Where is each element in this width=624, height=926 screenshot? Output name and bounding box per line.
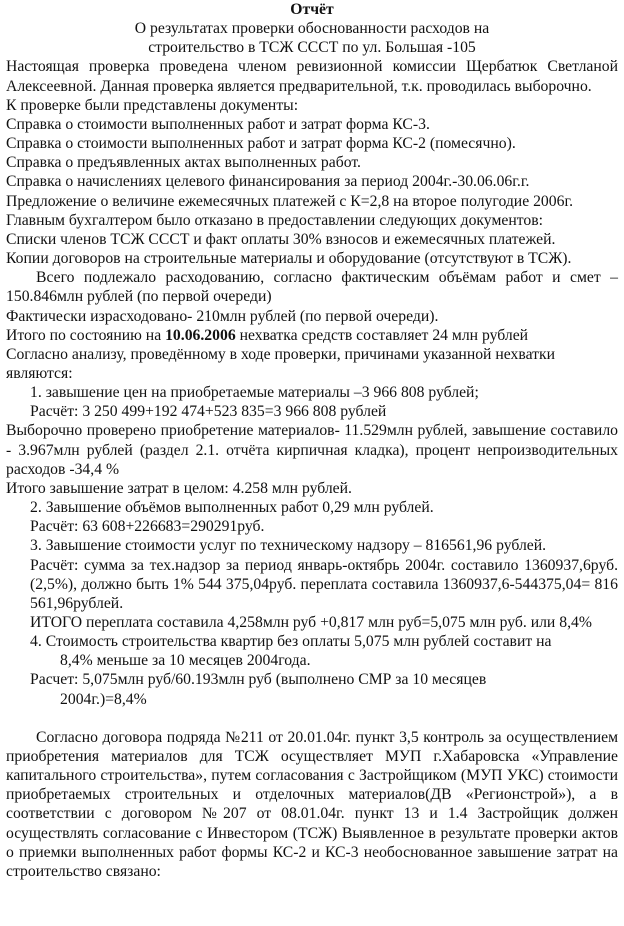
reason-item-1-total: Итого завышение затрат в целом: 4.258 млн рублей.: [6, 479, 352, 497]
document-item: Справка о стоимости выполненных работ и затрат форма КС-3.: [6, 115, 430, 133]
final-paragraph: Согласно договора подряда №211 от 20.01.04г. пункт 3,5 контроль за осуществлением приобретения материалов для ТСЖ осуществляет МУП г.Хабаровска «Управление капитального строительства», путем согласования с Застройщиком (МУП УКС) стоимости приобретаемых строительных и отделочных материалов(ДВ «Регионстрой»), а в соответствии с договором №207 от 08.01.04г. пункт 13 и 1.4 Застройщик должен осуществлять согласование с Инвестором (ТСЖ) Выявленное в результате проверки актов о приемки выполненных работ формы КС-2 и КС-3 необоснованное завышение затрат на строительство связано:: [6, 728, 618, 880]
documents-list: [6, 115, 618, 211]
paragraph-spacer: [6, 709, 618, 728]
reason-item-1-note: Выборочно проверено приобретение материалов- 11.529млн рублей, завышение составило - 3.967млн рублей (раздел 2.1. отчёта кирпичная кладка), процент непроизводительных расходов -34,4 %: [6, 422, 618, 478]
reason-item-3-calc: Расчёт: сумма за тех.надзор за период январь-октябрь 2004г. составило 1360937,6руб.(2,5%), должно быть 1% 544 375,04руб. переплата составила 1360937,6-544375,04= 816 561,96рублей.: [30, 556, 618, 612]
shortfall-date: 10.06.2006: [165, 326, 236, 344]
document-item: Справка о начислениях целевого финансирования за период 2004г.-30.06.06г.г.: [6, 173, 530, 191]
spent-paragraph: Фактически израсходовано- 210млн рублей (по первой очереди).: [6, 307, 439, 325]
reason-item-1-calc: Расчёт: 3 250 499+192 474+523 835=3 966 808 рублей: [30, 403, 387, 421]
page-title: Отчёт: [290, 1, 334, 18]
reason-item-4-calc-line-1: Расчет: 5,075млн руб/60.193млн руб (выполнено СМР за 10 месяцев: [30, 671, 487, 689]
document-item: Справка о стоимости выполненных работ и затрат форма КС-2 (помесячно).: [6, 135, 516, 153]
shortfall-prefix: Итого по состоянию на: [6, 326, 166, 344]
reason-item-4-line-2: 8,4% меньше за 10 месяцев 2004года.: [60, 652, 311, 670]
reason-item-3-total: ИТОГО переплата составила 4,258млн руб +0,817 млн руб=5,075 млн руб. или 8,4%: [30, 614, 592, 631]
refused-item: Копии договоров на строительные материалы и оборудование (отсутствуют в ТСЖ).: [6, 250, 572, 268]
refused-header: Главным бухгалтером было отказано в предоставлении следующих документов:: [6, 211, 543, 229]
intro-paragraph: Настоящая проверка проведена членом ревизионной комиссии Щербатюк Светланой Алексеевной. Данная проверка является предварительной, т.к. проводилась выборочно.: [6, 58, 618, 95]
reason-item-1: 1. завышение цен на приобретаемые материалы –3 966 808 рублей;: [30, 384, 479, 402]
reason-item-2-calc: Расчёт: 63 608+226683=290291руб.: [30, 518, 265, 536]
shortfall-suffix: нехватка средств составляет 24 млн рублей: [235, 326, 529, 344]
document-item: Предложение о величине ежемесячных платежей с К=2,8 на второе полугодие 2006г.: [6, 192, 574, 210]
document-item: Справка о предъявленных актах выполненных работ.: [6, 154, 361, 172]
reason-item-3: 3. Завышение стоимости услуг по техническому надзору – 816561,96 рублей.: [30, 537, 547, 555]
shortfall-paragraph: [6, 326, 618, 345]
reason-item-4-calc-line-2: 2004г.)=8,4%: [60, 690, 147, 708]
reasons-intro: Согласно анализу, проведённому в ходе проверки, причинами указанной нехватки являются:: [6, 345, 555, 382]
documents-header: К проверке были представлены документы:: [6, 96, 299, 114]
reason-item-4-line-1: 4. Стоимость строительства квартир без оплаты 5,075 млн рублей составит на: [30, 633, 552, 651]
refused-list: [6, 230, 618, 268]
subtitle-line-2: строительство в ТСЖ СССТ по ул. Большая -105: [148, 39, 476, 57]
reason-item-2: 2. Завышение объёмов выполненных работ 0,29 млн рублей.: [30, 499, 434, 517]
total-planned-paragraph: Всего подлежало расходованию, согласно фактическим объёмам работ и смет – 150.846млн рублей (по первой очереди): [6, 269, 618, 306]
refused-item: Списки членов ТСЖ СССТ и факт оплаты 30% взносов и ежемесячных платежей.: [6, 230, 556, 248]
subtitle-line-1: О результатах проверки обоснованности расходов на: [134, 20, 490, 38]
